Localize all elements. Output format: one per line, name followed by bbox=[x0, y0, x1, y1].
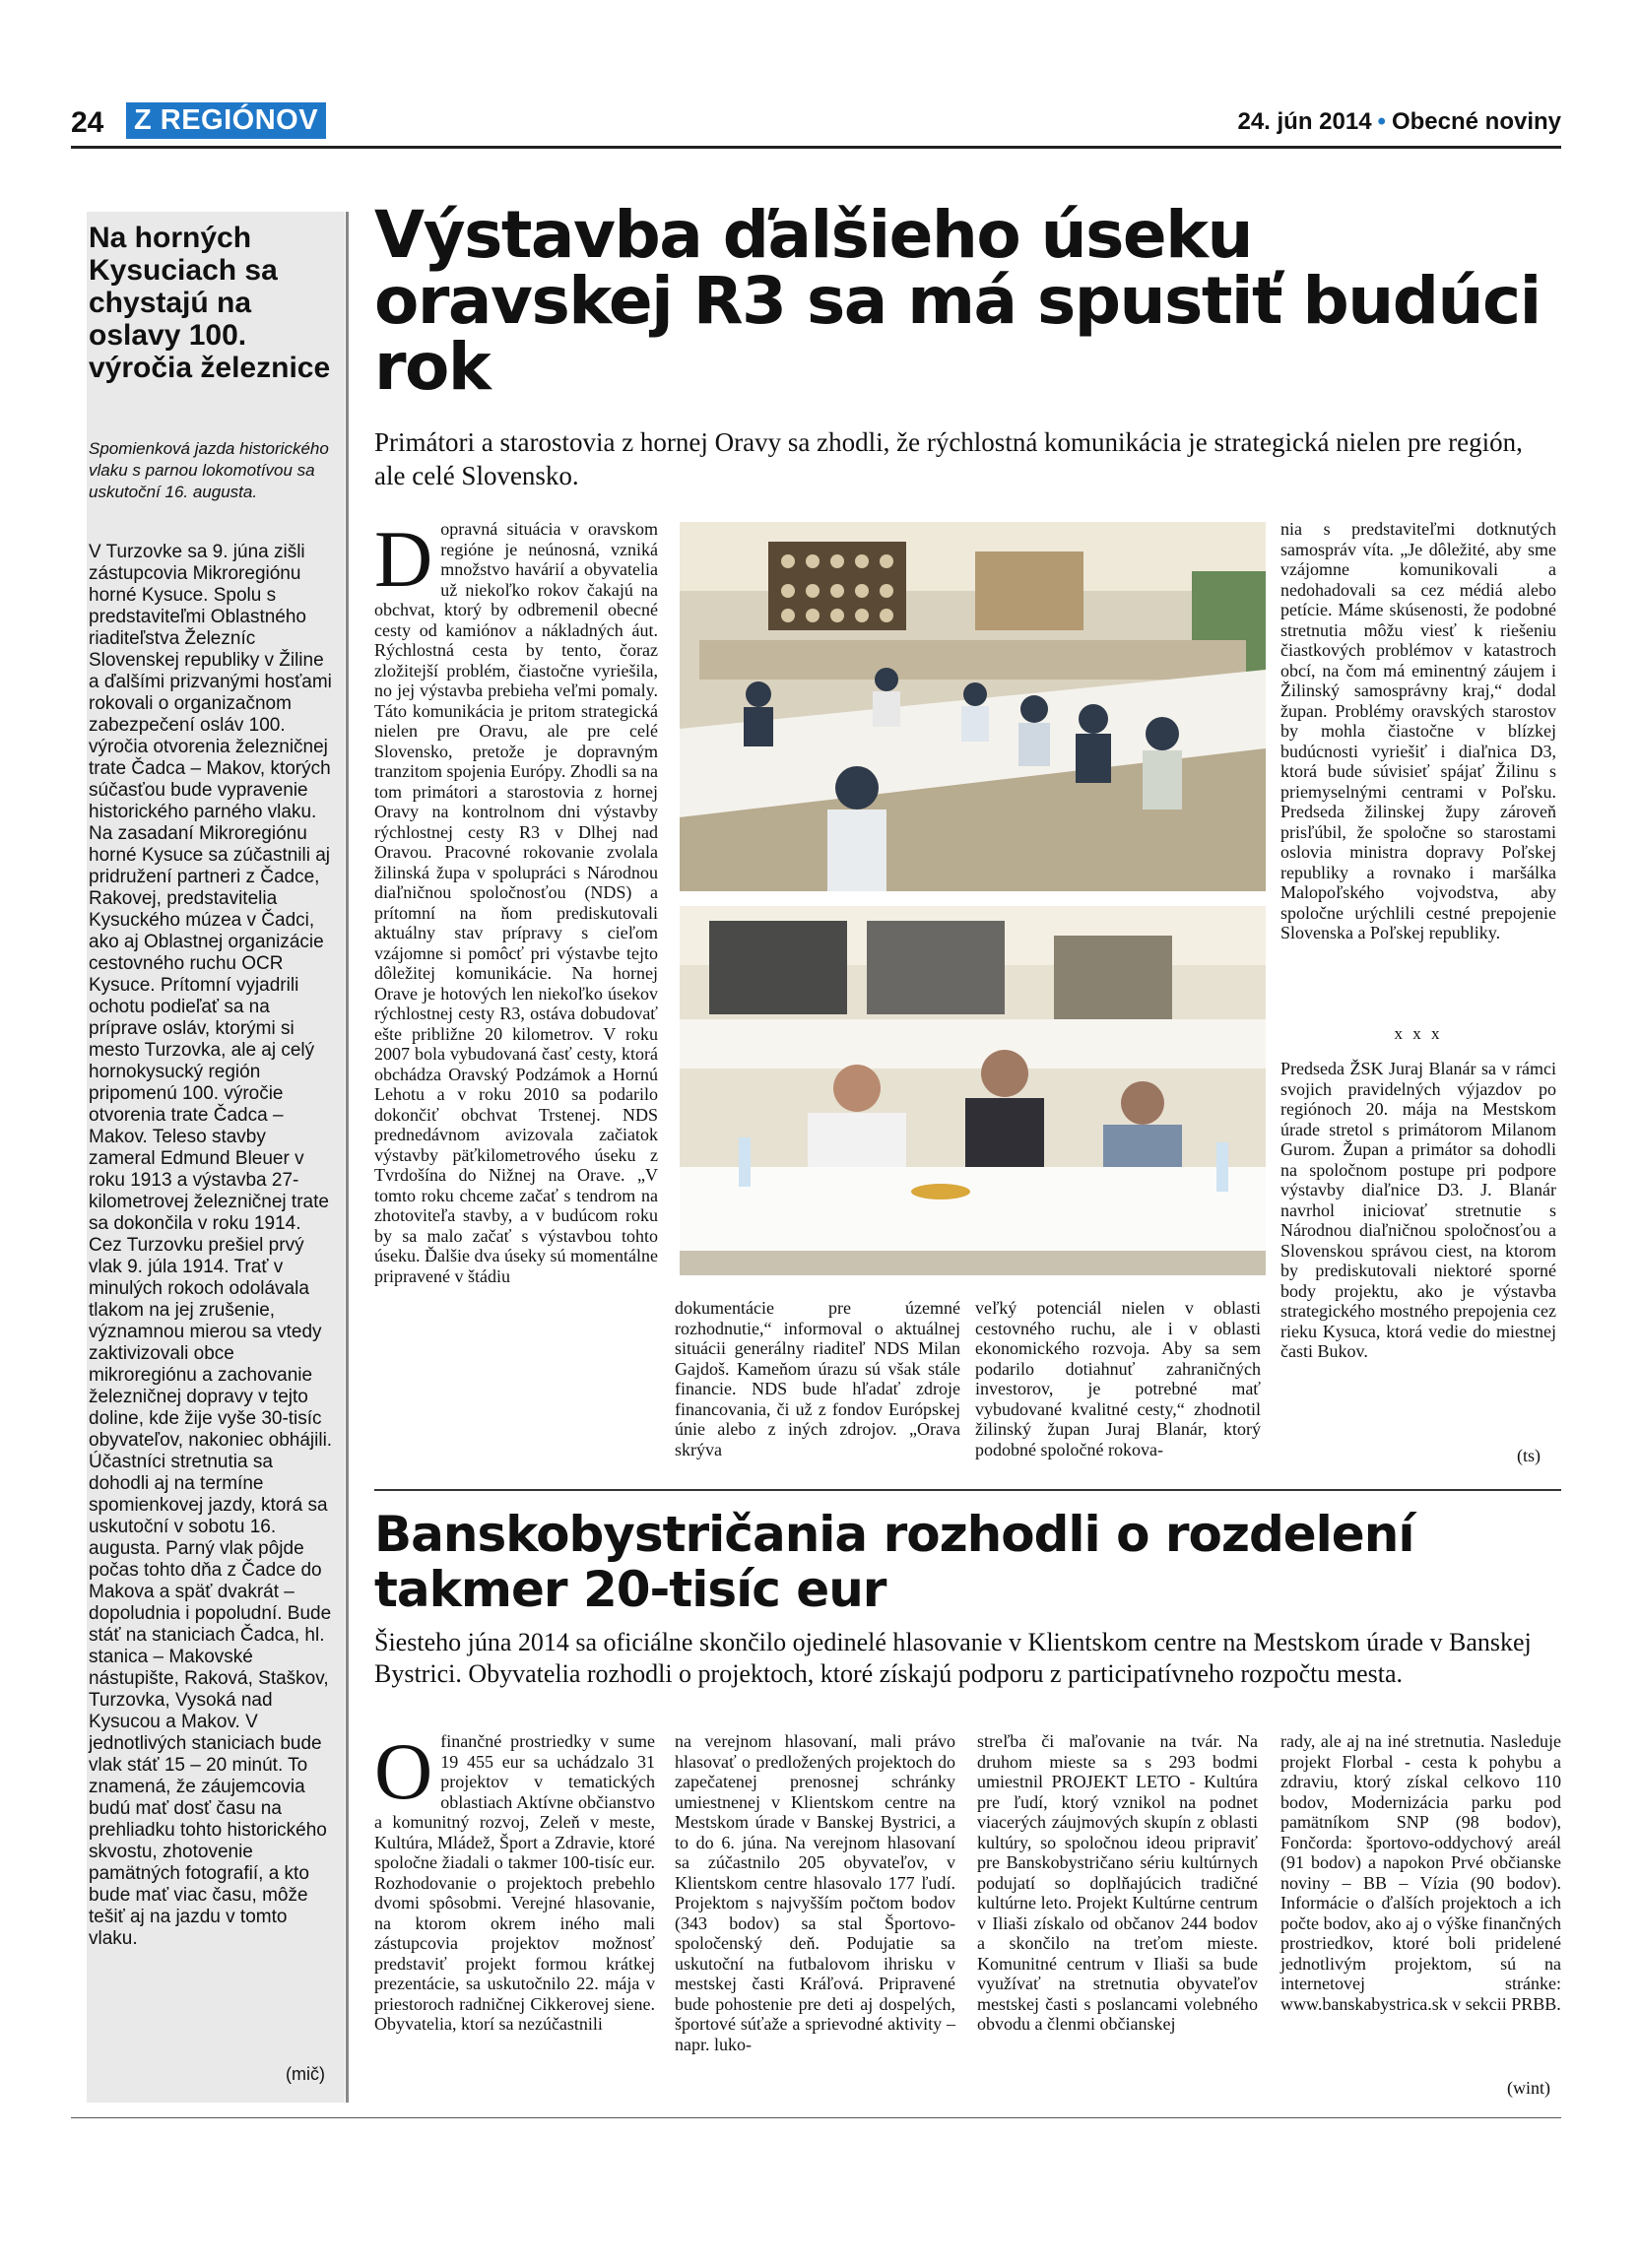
meeting-photo-1-drawing bbox=[680, 522, 1266, 891]
section-separator: x x x bbox=[1394, 1024, 1443, 1043]
sidebar-title: Na horných Kysuciach sa chystajú na oslavy 100. výročia železnice bbox=[89, 222, 331, 384]
publication-name: Obecné noviny bbox=[1391, 108, 1561, 135]
article2-deck: Šiesteho júna 2014 sa oficiálne skončilo ojedinelé hlasovanie v Klientskom centre na Mestskom úrade v Banskej Bystrici. Obyvatelia rozhodli o projektoch, ktoré získajú podporu z participatívneho rozpočtu mesta. bbox=[374, 1628, 1532, 1688]
article2-headline: Banskobystričania rozhodli o rozdelení takmer 20-tisíc eur bbox=[374, 1506, 1414, 1618]
article2-column-4: rady, ale aj na iné stretnutia. Nasleduje projekt Florbal - cesta k pohybu a zdraviu, ktorý získal celkovo 110 bodov, Modernizácia parku pod pamätníkom SNP (98 bodov), Fončorda: športovo-oddychový areál (91 bodov) a napokon Prvé občianske noviny – BB – Vízia (90 bodov). Informácie o ďalších projektoch a ich počte bodov, ako aj o výške finančných prostriedkov, ktoré boli pridelené jednotlivým projektom, sú na internetovej stránke: www.banskabystrica.sk v sekcii PRBB. bbox=[1280, 1731, 1561, 2014]
meeting-photo-2-drawing bbox=[680, 906, 1266, 1275]
article2-column-3: streľba či maľovanie na tvár. Na druhom mieste sa s 293 bodmi umiestnil PROJEKT LETO - Kultúra pre ľudí, ktorý vznikol na podnet viacerých záujmových skupín z oblasti kultúry, so spoločnou ideou pripraviť pre Banskobystričano sériu kultúrnych podujatí so doplňajúcich tradičné kultúrne leto. Projekt Kultúrne centrum v Iliaši získalo od občanov 244 bodov a skončilo na treťom mieste. Komunitné centrum v Iliaši sa bude využívať na stretnutia obyvateľov mestskej časti s poslancami volebného obvodu a členmi občianskej bbox=[977, 1731, 1258, 2034]
article2-author: (wint) bbox=[1507, 2078, 1550, 2098]
article1-dropcap: D bbox=[374, 519, 433, 604]
article1-deck: Primátori a starostovia z hornej Oravy sa zhodli, že rýchlostná komunikácia je strategická nielen pre región, ale celé Slovensko. bbox=[374, 427, 1523, 490]
article1-author: (ts) bbox=[1517, 1446, 1541, 1465]
sidebar-body: V Turzovke sa 9. júna zišli zástupcovia Mikroregiónu horné Kysuce. Spolu s predstaviteľmi Oblastného riaditeľstva Železníc Slovenskej republiky v Žiline a ďalšími prizvanými hosťami rokovali o organizačnom zabezpečení osláv 100. výročia otvorenia železničnej trate Čadca – Makov, ktorých súčasťou bude vypravenie historického parného vlaku. Na zasadaní Mikroregiónu horné Kysuce sa zúčastnili aj pridružení partneri z Čadce, Rakovej, predstavitelia Kysuckého múzea v Čadci, ako aj Oblastnej organizácie cestovného ruchu OCR Kysuce. Prítomní vyjadrili ochotu podieľať sa na príprave osláv, ktorými si mesto Turzovka, ale aj celý hornokysucký región pripomenú 100. výročie otvorenia trate Čadca – Makov. Teleso stavby zameral Edmund Bleuer v roku 1913 a výstavba 27-kilometrovej železničnej trate sa dokončila v roku 1914. Cez Turzovku prešiel prvý vlak 9. júla 1914. Trať v minulých rokoch odolávala tlakom na jej zrušenie, významnou mierou sa vtedy zaktivizovali obce mikroregiónu a zachovanie železničnej dopravy v tejto doline, kde žije vyše 30-tisíc obyvateľov, nakoniec obhájili. Účastníci stretnutia sa dohodli aj na termíne spomienkovej jazdy, ktorá sa uskutoční v sobotu 16. augusta. Parný vlak pôjde počas tohto dňa z Čadce do Makova a späť dvakrát – dopoludnia i popoludní. Bude stáť na staniciach Čadca, hl. stanica – Makovské nástupište, Raková, Staškov, Turzovka, Vysoká nad Kysucou a Makov. V jednotlivých staniciach bude vlak stáť 15 – 20 minút. To znamená, že záujemcovia budú mať dosť času na prehliadku tohto historického skvostu, zhotovenie pamätných fotografií, a kto bude mať viac času, môže tešiť aj na jazdu v tomto vlaku. bbox=[89, 542, 333, 1949]
meeting-photo-1 bbox=[680, 522, 1266, 891]
article1-column-4-continued: Predseda ŽSK Juraj Blanár sa v rámci svojich pravidelných výjazdov po regiónoch 20. mája na Mestskom úrade stretol s primátorom Milanom Gurom. Župan a primátor sa dohodli na spoločnom postupe pri podpore výstavby diaľnice D3. J. Blanár navrhol iniciovať stretnutie s Národnou diaľničnou spoločnosťou a Slovenskou správou ciest, na ktorom by prediskutovali niektoré sporné body projektu, ako je výstavba strategického mostného prepojenia cez rieku Kysuca, ktorá vedie do miestnej časti Bukov. bbox=[1280, 1059, 1556, 1361]
article2-column-1 bbox=[374, 1726, 655, 2035]
article1-column-1 bbox=[374, 519, 658, 1474]
sidebar-divider bbox=[346, 212, 349, 2103]
article2-dropcap: O bbox=[374, 1726, 433, 1816]
article-divider bbox=[374, 1489, 1561, 1491]
article1-column-4: nia s predstaviteľmi dotknutých samospráv víta. „Je dôležité, aby sme vzájomne komunikovali a nedohadovali sa cez médiá alebo petície. Máme skúsenosti, že podobné stretnutia môžu viesť k riešeniu čiastkových problémov v katastroch obcí, na čom má eminentný záujem i Žilinský samosprávny kraj,“ dodal župan. Problémy oravských starostov by mohla čiastočne v blízkej budúcnosti vyriešiť i diaľnica D3, ktorá bude súvisieť spájať Žilinu s priemyselnými centrami v Poľsku. Predseda žilinskej župy zároveň prisľúbil, že spoločne so starostami oslovia ministra dopravy Poľskej republiky a rovnako i maršálka Malopoľského vojvodstva, aby spoločne urýchlili cestné prepojenie Slovenska a Poľskej republiky. bbox=[1280, 519, 1556, 942]
separator-dot: • bbox=[1377, 108, 1386, 135]
article2-col1-text: finančné prostriedky v sume 19 455 eur sa uchádzalo 31 projektov v tematických oblastiach Aktívne občianstvo a komunitný rozvoj, Zeleň v meste, Kultúra, Mládež, Šport a Zdravie, ktoré spoločne žiadali o takmer 100-tisíc eur. Rozhodovanie o projektoch prebehlo dvomi spôsobmi. Verejné hlasovanie, na ktorom okrem iného mali zástupcovia projektov možnosť predstaviť projekt formou krátkej prezentácie, sa uskutočnilo 22. mája v priestoroch radničnej Cikkerovej siene. Obyvatelia, ktorí sa nezúčastnili bbox=[374, 1731, 655, 2034]
article1-column-2: dokumentácie pre územné rozhodnutie,“ informoval o aktuálnej situácii generálny riaditeľ NDS Milan Gajdoš. Kameňom úrazu sú však stále financie. NDS bude hľadať zdroje financovania, či už z fondov Európskej únie alebo z iných zdrojov. „Orava skrýva bbox=[675, 1298, 960, 1459]
issue-header bbox=[1237, 108, 1561, 136]
article1-col1-text: opravná situácia v oravskom regióne je neúnosná, vzniká množstvo havárií a obyvatelia už niekoľko rokov čakajú na obchvat, ktorý by odbremenil obecné cesty od kamiónov a nákladných áut. Rýchlostná cesta by tento, čoraz zložitejší problém, čiastočne vyriešila, no jej výstavba prebieha veľmi pomaly. Táto komunikácia je pritom strategická nielen pre Oravu, ale pre celé Slovensko, pretože je dopravným tranzitom spojenia Európy. Zhodli sa na tom primátori a starostovia z hornej Oravy na kontrolnom dni výstavby rýchlostnej cesty R3 v Dlhej nad Oravou. Pracovné rokovanie zvolala žilinská župa v spolupráci s Národnou diaľničnou spoločnosťou (NDS) a prítomní na ňom prediskutovali aktuálny stav prípravy s cieľom vzájomne si pomôcť pri výstavbe tejto dôležitej komunikácie. Na hornej Orave je hotových len niekoľko úsekov rýchlostnej cesty R3, ostáva dobudovať ešte približne 20 kilometrov. V roku 2007 bola vybudovaná časť cesty, ktorá obchádza Oravský Podzámok a Hornú Lehotu a v roku 2010 sa podarilo dokončiť obchvat Trstenej. NDS prednedávnom avizovala začiatok výstavby päťkilometrového úseku z Tvrdošína do Nižnej na Orave. „V tomto roku chceme začať s tendrom na zhotoviteľa stavby, a v budúcom roku by sa malo začať s výstavbou tohto úseku. Ďalšie dva úseky sú momentálne pripravené v štádiu bbox=[374, 519, 658, 1286]
footer-rule bbox=[71, 2117, 1561, 2118]
article2-column-2: na verejnom hlasovaní, mali právo hlasovať o predložených projektoch do zapečatenej prenosnej schránky umiestnenej v Klientskom centre na Mestskom úrade v Banskej Bystrici, a to do 6. júna. Na verejnom hlasovaní sa zúčastnilo 205 obyvateľov, v Klientskom centre hlasovalo 177 ľudí. Projektom s najvyšším počtom bodov (343 bodov) sa stal Športovo-spoločenský deň. Podujatie sa uskutoční na futbalovom ihrisku v mestskej časti Kráľová. Pripravené bude pohostenie pre deti aj dospelých, športové súťaže a sprievodné aktivity – napr. luko- bbox=[675, 1731, 955, 2054]
issue-date: 24. jún 2014 bbox=[1237, 108, 1372, 135]
article1-headline: Výstavba ďalšieho úseku oravskej R3 sa má spustiť budúci rok bbox=[374, 197, 1541, 405]
section-label: Z REGIÓNOV bbox=[126, 102, 326, 139]
header-rule bbox=[71, 146, 1561, 149]
meeting-photo-2 bbox=[680, 906, 1266, 1275]
sidebar-author: (mič) bbox=[286, 2064, 325, 2084]
page-number: 24 bbox=[71, 106, 104, 139]
article1-column-3: veľký potenciál nielen v oblasti cestovného ruchu, ale i v oblasti ekonomického rozvoja. Aby sa sem podarilo dotiahnuť zahraničných investorov, je potrebné mať vybudované kvalitné cesty,“ zhodnotil žilinský župan Juraj Blanár, ktorý podobné spoločné rokova- bbox=[975, 1298, 1261, 1459]
sidebar-lead: Spomienková jazda historického vlaku s parnou lokomotívou sa uskutoční 16. augusta. bbox=[89, 439, 329, 501]
